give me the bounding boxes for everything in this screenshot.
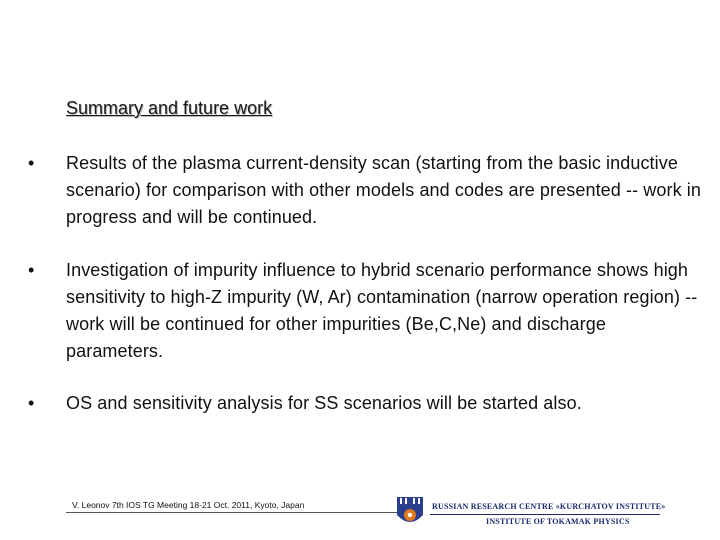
footer-divider	[66, 512, 400, 513]
institute-subname: INSTITUTE OF TOKAMAK PHYSICS	[486, 517, 630, 526]
institute-divider	[430, 514, 660, 515]
bullet-text: OS and sensitivity analysis for SS scenarios will be started also.	[66, 393, 582, 413]
bullet-text: Results of the plasma current-density scan (starting from the basic inductive scenario) for comparison with other models and codes are presented -- work in progress and will be continued.	[66, 153, 701, 227]
slide-title: Summary and future work	[66, 98, 273, 118]
footer-presenter: V. Leonov 7th IOS TG Meeting 18-21 Oct. 2011, Kyoto, Japan	[72, 500, 305, 510]
bullet-marker: •	[28, 260, 35, 280]
bullet-marker: •	[28, 153, 35, 173]
kurchatov-institute-logo-icon	[395, 495, 425, 529]
bullet-marker: •	[28, 393, 35, 413]
institute-name: RUSSIAN RESEARCH CENTRE «KURCHATOV INSTITUTE»	[432, 502, 666, 511]
bullet-text: Investigation of impurity influence to hybrid scenario performance shows high sensitivity to high-Z impurity (W, Ar) contamination (narrow operation region) -- work will be continued for other impurities (Be,C,Ne) and discharge parameters.	[66, 260, 698, 361]
